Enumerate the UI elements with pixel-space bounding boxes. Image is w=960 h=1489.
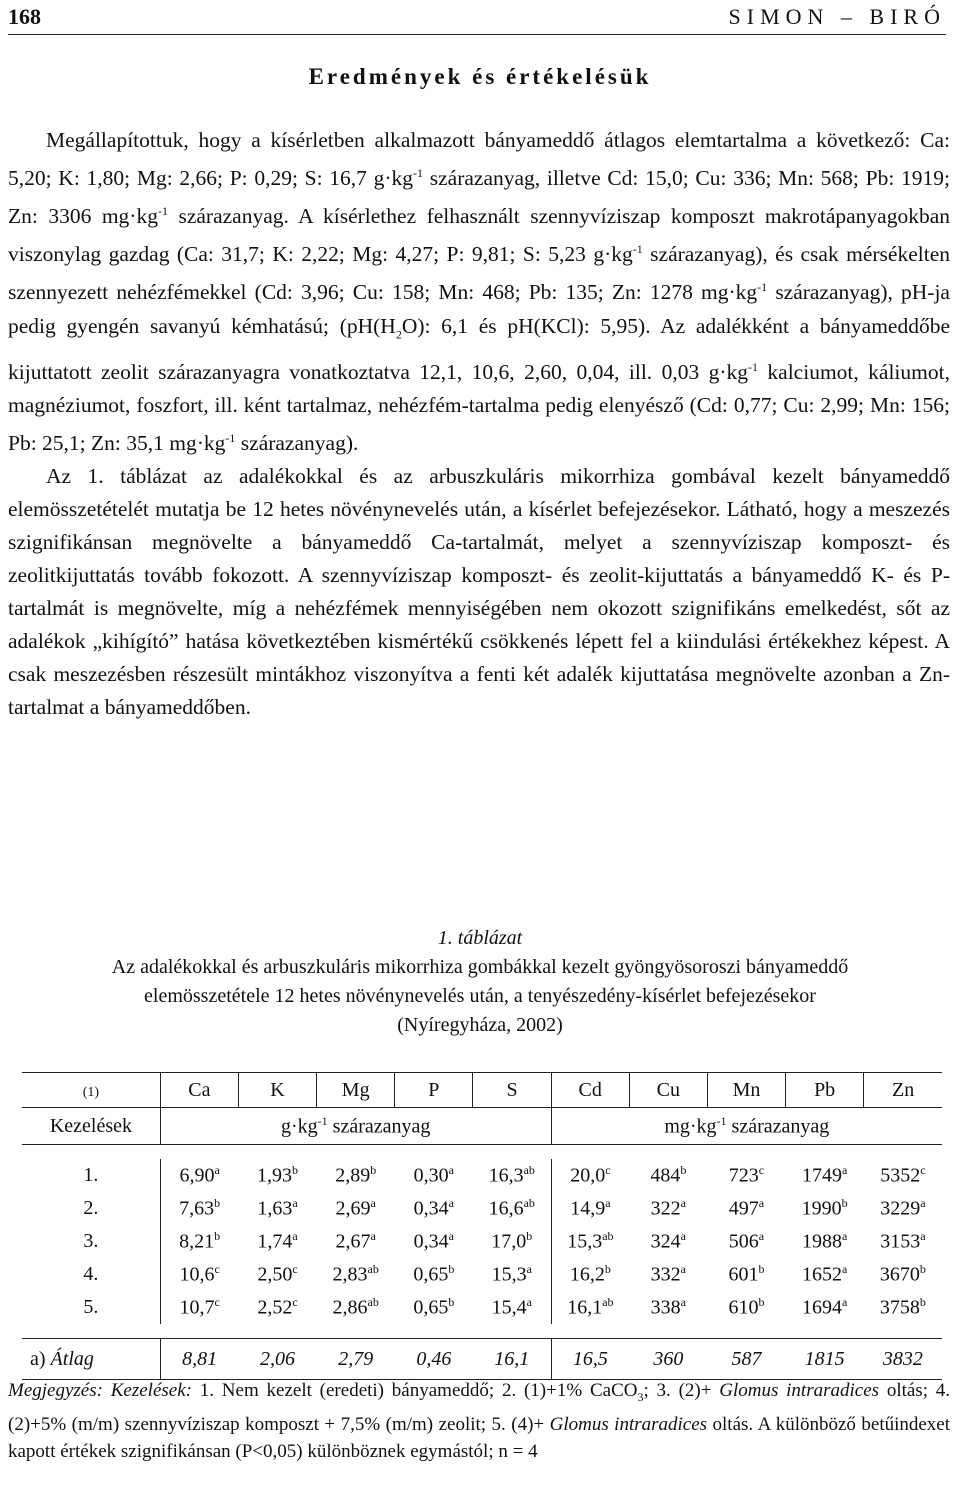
body-text <box>8 124 950 724</box>
table-cell: 2,67$^a$ <box>335 1229 376 1253</box>
header-ref: (1) <box>22 1073 160 1108</box>
table-cell: 1990$^b$ <box>801 1196 848 1220</box>
table-row <box>22 1192 942 1225</box>
table-cell: 332$^a$ <box>650 1262 686 1286</box>
table-cell: 497$^a$ <box>728 1196 765 1220</box>
column-header: Mg <box>317 1073 395 1108</box>
average-cell: 3832 <box>864 1339 942 1380</box>
table-cell: 484$^b$ <box>650 1163 687 1187</box>
table-caption <box>0 924 960 1040</box>
table-cell: 8,21$^b$ <box>160 1225 238 1258</box>
column-header: Pb <box>786 1073 864 1108</box>
table-cell: 15,4$^a$ <box>491 1295 532 1319</box>
table-row <box>22 1159 942 1192</box>
table-cell: 324$^a$ <box>650 1229 686 1253</box>
table-cell: 14,9$^a$ <box>551 1192 629 1225</box>
row-label: 3. <box>83 1230 99 1252</box>
section-title: Eredmények és értékelésük <box>308 64 652 89</box>
column-header: Cu <box>629 1073 707 1108</box>
table-cell: 6,90$^a$ <box>160 1159 238 1192</box>
table-cell: 3229$^a$ <box>880 1196 926 1220</box>
table-cell: 338$^a$ <box>650 1295 686 1319</box>
table-cell: 3670$^b$ <box>879 1262 926 1286</box>
column-header: K <box>238 1073 316 1108</box>
average-label: a) Átlag <box>22 1339 160 1380</box>
table-cell: 15,3$^{ab}$ <box>551 1225 629 1258</box>
column-header: Ca <box>160 1073 238 1108</box>
average-cell: 0,46 <box>395 1339 473 1380</box>
table-cell: 16,1$^{ab}$ <box>551 1291 629 1324</box>
row-label: 5. <box>83 1296 99 1318</box>
table-cell: 1,93$^b$ <box>257 1163 299 1187</box>
table-cell: 0,34$^a$ <box>413 1229 454 1253</box>
paragraph-1: Megállapítottuk, hogy a kísérletben alkalmazott bányameddő átlagos elemtartalma a következő: Ca: 5,20; K: 1,80; Mg: 2,66; P: 0,29; S: 16,7 $g\cdot kg^{-1}$ szárazanyag, illetve Cd: 15,0; Cu: 336; Mn: 568; Pb: 1919; Zn: 3306 $mg\cdot kg^{-1}$ szárazanyag. A kísérlethez felhasznált szennyvíziszap komposzt makrotápanyagokban viszonylag gazdag (Ca: 31,7; K: 2,22; Mg: 4,27; P: 9,81; S: 5,23 $g\cdot kg^{-1}$ szárazanyag), és csak mérsékelten szennyezett nehézfémekkel (Cd: 3,96; Cu: 158; Mn: 468; Pb: 135; Zn: 1278 $mg\cdot kg^{-1}$ szárazanyag), pH-ja pedig gyengén savanyú kémhatású; ($pH(H_2O)$: 6,1 és pH(KCl): 5,95). Az adalékként a bányameddőbe kijuttatott zeolit szárazanyagra vonatkoztatva 12,1, 10,6, 2,60, 0,04, ill. 0,03 $g\cdot kg^{-1}$ kalciumot, káliumot, magnéziumot, foszfort, ill. ként tartalmaz, nehézfém-tartalma pedig elenyésző (Cd: 0,77; Cu: 2,99; Mn: 156; Pb: 25,1; Zn: 35,1 $mg\cdot kg^{-1}$ szárazanyag). <box>8 128 950 456</box>
table-cell: 17,0$^b$ <box>491 1229 533 1253</box>
table-cell: 322$^a$ <box>650 1196 686 1220</box>
average-cell: 2,06 <box>238 1339 316 1380</box>
table-row <box>22 1258 942 1291</box>
table-cell: 0,65$^b$ <box>413 1262 455 1286</box>
average-cell: 16,5 <box>551 1339 629 1380</box>
table-caption-line-2: elemösszetétele 12 hetes növénynevelés után, a tenyészedény-kísérlet befejezésekor <box>144 985 816 1007</box>
table-cell: 1,63$^a$ <box>257 1196 298 1220</box>
table-cell: 2,86$^{ab}$ <box>332 1295 379 1319</box>
organism-name: Glomus intraradices <box>719 1380 880 1401</box>
row-label: 1. <box>83 1164 99 1186</box>
page-number: 168 <box>8 4 41 29</box>
table-cell: 20,0$^c$ <box>551 1159 629 1192</box>
table-caption-line-1: Az adalékokkal és arbuszkuláris mikorrhiza gombákkal kezelt gyöngyösoroszi bányameddő <box>111 956 849 978</box>
table-cell: 0,65$^b$ <box>413 1295 455 1319</box>
table-cell: 16,2$^b$ <box>551 1258 629 1291</box>
organism-name: Glomus intraradices <box>549 1413 708 1435</box>
row-label: 2. <box>83 1197 99 1219</box>
table-cell: 3153$^a$ <box>880 1229 926 1253</box>
table-cell: 506$^a$ <box>728 1229 765 1253</box>
table-cell: 601$^b$ <box>728 1262 765 1286</box>
average-cell: 8,81 <box>160 1339 238 1380</box>
table-cell: 2,50$^c$ <box>257 1262 298 1286</box>
table-cell: 1749$^a$ <box>801 1163 848 1187</box>
average-cell: 1815 <box>786 1339 864 1380</box>
table-row <box>22 1225 942 1258</box>
table-cell: 16,6$^{ab}$ <box>488 1196 535 1220</box>
row-label-header: Kezelések <box>22 1108 160 1145</box>
results-table <box>22 1072 942 1380</box>
column-header: P <box>395 1073 473 1108</box>
paragraph-2: Az 1. táblázat az adalékokkal és az arbuszkuláris mikorrhiza gombával kezelt bányameddő elemösszetételét mutatja be 12 hetes növénynevelés után, a kísérlet befejezésekor. Látható, hogy a meszezés szignifikánsan megnövelte a bányameddő Ca-tartalmát, melyet a szennyvíziszap komposzt- és zeolitkijuttatás tovább fokozott. A szennyvíziszap komposzt- és zeolit-kijuttatás a bányameddő K- és P-tartalmát is megnövelte, míg a nehézfémek mennyiségében nem okozott szignifikáns emelkedést, sőt az adalékok „kihígító” hatása következtében kismértékű csökkenés lépett fel a kiindulási értékekhez képest. A csak meszezésben részesült mintákhoz viszonyítva a fenti két adalék kijuttatása megnövelte azonban a Zn-tartalmat a bányameddőben. <box>8 464 950 720</box>
column-header: S <box>473 1073 551 1108</box>
average-cell: 2,79 <box>317 1339 395 1380</box>
table-body <box>22 1145 942 1380</box>
table-cell: 1652$^a$ <box>801 1262 848 1286</box>
table-cell: 7,63$^b$ <box>160 1192 238 1225</box>
table-note: Megjegyzés: Kezelések: 1. Nem kezelt (eredeti) bányameddő; 2. (1)+1% CaCO$_3$; 3. (2)+ Glomus intraradices oltás; 4. (2)+5% (m/m) szennyvíziszap komposzt + 7,5% (m/m) zeolit; 5. (4)+ Glomus intraradices oltás. A különböző betűindexet kapott értékek szignifikánsan (P<0,05) különböznek egymástól; n = 4 <box>8 1380 951 1462</box>
table-row <box>22 1291 942 1324</box>
table-cell: 2,52$^c$ <box>257 1295 298 1319</box>
column-header: Mn <box>707 1073 785 1108</box>
average-cell: 587 <box>707 1339 785 1380</box>
table-cell: 3758$^b$ <box>879 1295 926 1319</box>
table-cell: 2,89$^b$ <box>335 1163 377 1187</box>
average-cell: 360 <box>629 1339 707 1380</box>
table-cell: 10,6$^c$ <box>160 1258 238 1291</box>
table-cell: 16,3$^{ab}$ <box>488 1163 535 1187</box>
table-cell: 0,30$^a$ <box>413 1163 454 1187</box>
table-cell: 2,83$^{ab}$ <box>332 1262 379 1286</box>
column-header: Cd <box>551 1073 629 1108</box>
average-cell: 16,1 <box>473 1339 551 1380</box>
unit-heavy-metals: $mg\cdot kg^{-1}$ szárazanyag <box>551 1108 942 1145</box>
table-cell: 723$^c$ <box>728 1163 765 1187</box>
column-header: Zn <box>864 1073 942 1108</box>
table-cell: 1694$^a$ <box>801 1295 848 1319</box>
running-authors: SIMON – BIRÓ <box>728 4 946 29</box>
table-cell: 2,69$^a$ <box>335 1196 376 1220</box>
table-caption-line-3: (Nyíregyháza, 2002) <box>397 1014 563 1036</box>
table-cell: 1988$^a$ <box>801 1229 848 1253</box>
row-label: 4. <box>83 1263 99 1285</box>
note-label: Megjegyzés: Kezelések: <box>8 1380 192 1401</box>
table-cell: 610$^b$ <box>728 1295 765 1319</box>
average-row <box>22 1339 942 1380</box>
table-cell: 15,3$^a$ <box>491 1262 532 1286</box>
table-cell: 5352$^c$ <box>880 1163 926 1187</box>
table-cell: 1,74$^a$ <box>257 1229 298 1253</box>
unit-macro: $g\cdot kg^{-1}$ szárazanyag <box>160 1108 551 1145</box>
table-cell: 0,34$^a$ <box>413 1196 454 1220</box>
table-cell: 10,7$^c$ <box>160 1291 238 1324</box>
table-number: 1. táblázat <box>437 927 523 949</box>
running-header <box>8 0 946 35</box>
